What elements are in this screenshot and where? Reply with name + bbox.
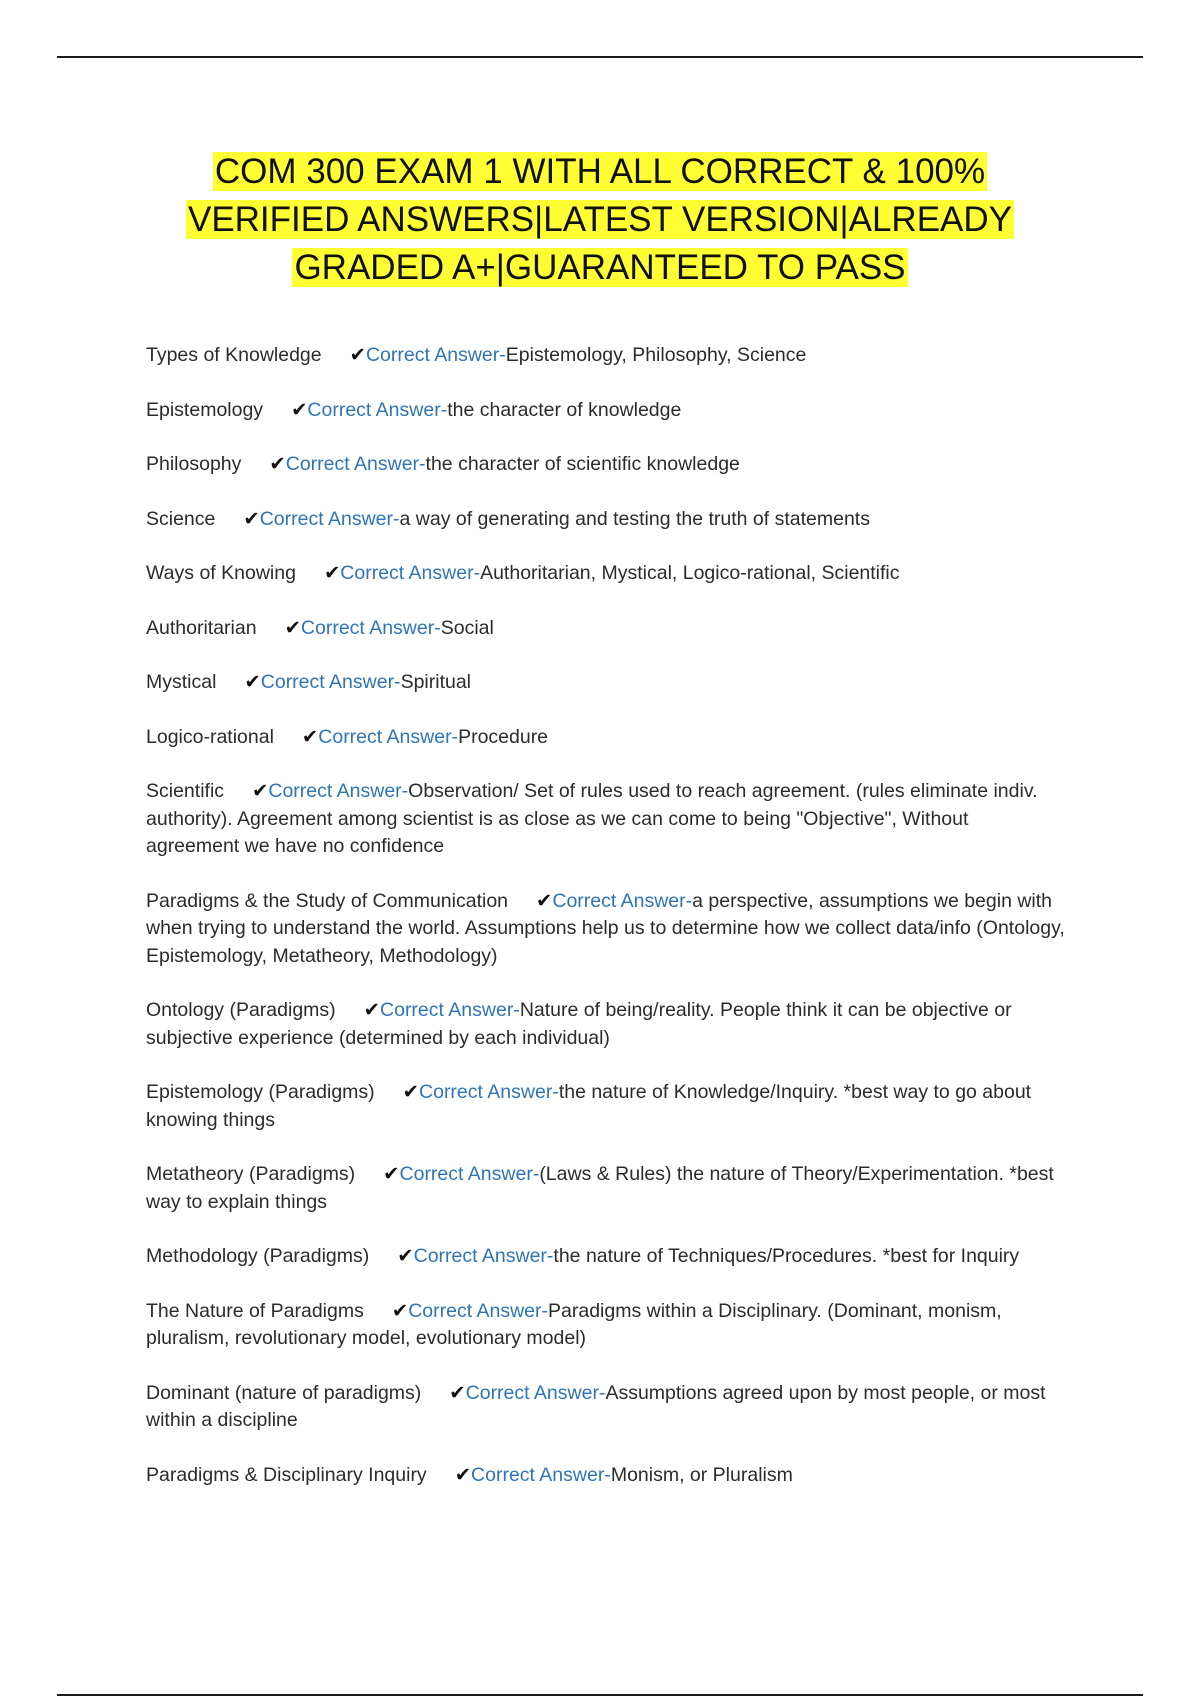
- correct-answer-label: Correct Answer-: [260, 671, 401, 693]
- qa-item: [146, 997, 1066, 1052]
- correct-answer-label: Correct Answer-: [318, 725, 459, 748]
- bottom-rule: [57, 1694, 1143, 1696]
- check-mark-icon: ✔: [363, 999, 381, 1021]
- question-term: Ontology (Paradigms): [146, 999, 336, 1021]
- question-term: Paradigms & Disciplinary Inquiry: [146, 1463, 427, 1486]
- answer-text: the nature of Techniques/Procedures. *best for Inquiry: [553, 1245, 1020, 1267]
- answer-text: the character of scientific knowledge: [425, 453, 740, 475]
- check-mark-icon: ✔: [243, 507, 260, 530]
- check-mark-icon: ✔: [252, 780, 269, 802]
- check-mark-icon: ✔: [391, 1299, 409, 1322]
- correct-answer-label: Correct Answer-: [465, 1381, 606, 1404]
- check-mark-icon: ✔: [397, 1245, 414, 1267]
- correct-answer-label: Correct Answer-: [413, 1245, 554, 1267]
- check-mark-icon: ✔: [536, 889, 553, 912]
- check-mark-icon: ✔: [349, 344, 366, 366]
- answer-text: Epistemology, Philosophy, Science: [505, 344, 807, 366]
- qa-item: [146, 778, 1066, 861]
- answer-text: Social: [440, 616, 494, 639]
- top-rule: [57, 56, 1143, 58]
- qa-item: [146, 1462, 1066, 1490]
- answer-text: Procedure: [458, 725, 549, 748]
- question-term: Methodology (Paradigms): [146, 1245, 370, 1267]
- title-line-2: VERIFIED ANSWERS|LATEST VERSION|ALREADY: [187, 200, 1013, 239]
- check-mark-icon: ✔: [449, 1381, 466, 1404]
- qa-list: [146, 342, 1066, 1516]
- answer-text: Assumptions agreed upon by most people, or most within a discipline: [146, 1381, 1046, 1431]
- answer-text: Paradigms within a Disciplinary. (Dominant, monism, pluralism, revolutionary model, evolutionary model): [146, 1299, 1002, 1349]
- qa-item: [146, 1161, 1066, 1216]
- answer-text: Spiritual: [400, 671, 472, 693]
- qa-item: [146, 669, 1066, 697]
- correct-answer-label: Correct Answer-: [307, 398, 448, 421]
- answer-text: a way of generating and testing the truth of statements: [399, 507, 870, 530]
- answer-text: Authoritarian, Mystical, Logico-rational, Scientific: [480, 562, 900, 584]
- title-line-3: GRADED A+|GUARANTEED TO PASS: [294, 248, 906, 287]
- qa-item: [146, 342, 1066, 370]
- answer-text: Monism, or Pluralism: [610, 1463, 793, 1486]
- question-term: Dominant (nature of paradigms): [146, 1381, 422, 1404]
- qa-item: [146, 888, 1066, 971]
- qa-item: [146, 724, 1066, 752]
- answer-text: a perspective, assumptions we begin with when trying to understand the world. Assumptions help us to determine how we collect data/info (Ontology, Epistemology, Metatheory, Methodology): [146, 889, 1065, 967]
- question-term: Scientific: [146, 780, 225, 802]
- correct-answer-label: Correct Answer-: [471, 1463, 611, 1486]
- check-mark-icon: ✔: [383, 1163, 400, 1185]
- document-title: [0, 148, 1200, 292]
- qa-item: [146, 1298, 1066, 1353]
- question-term: Metatheory (Paradigms): [146, 1163, 356, 1185]
- correct-answer-label: Correct Answer-: [300, 616, 441, 639]
- question-term: Philosophy: [146, 453, 242, 475]
- question-term: Authoritarian: [146, 616, 257, 639]
- correct-answer-label: Correct Answer-: [380, 999, 520, 1021]
- check-mark-icon: ✔: [301, 725, 319, 748]
- check-mark-icon: ✔: [402, 1081, 420, 1103]
- qa-item: [146, 615, 1066, 643]
- correct-answer-label: Correct Answer-: [259, 507, 400, 530]
- correct-answer-label: Correct Answer-: [340, 562, 481, 584]
- question-term: Paradigms & the Study of Communication: [146, 889, 509, 912]
- qa-item: [146, 1079, 1066, 1134]
- question-term: Epistemology: [146, 398, 264, 421]
- question-term: The Nature of Paradigms: [146, 1299, 364, 1322]
- question-term: Epistemology (Paradigms): [146, 1081, 375, 1103]
- correct-answer-label: Correct Answer-: [552, 889, 693, 912]
- correct-answer-label: Correct Answer-: [408, 1299, 548, 1322]
- question-term: Ways of Knowing: [146, 562, 296, 584]
- correct-answer-label: Correct Answer-: [268, 780, 409, 802]
- question-term: Mystical: [146, 671, 217, 693]
- qa-item: [146, 560, 1066, 588]
- correct-answer-label: Correct Answer-: [365, 344, 506, 366]
- check-mark-icon: ✔: [244, 671, 261, 693]
- answer-text: Nature of being/reality. People think it can be objective or subjective experience (determined by each individual): [146, 999, 1012, 1049]
- qa-item: [146, 451, 1066, 479]
- qa-item: [146, 1243, 1066, 1271]
- answer-text: the character of knowledge: [447, 398, 682, 421]
- title-line-1: COM 300 EXAM 1 WITH ALL CORRECT & 100%: [214, 152, 986, 191]
- qa-item: [146, 397, 1066, 425]
- question-term: Science: [146, 507, 216, 530]
- check-mark-icon: ✔: [291, 398, 308, 421]
- question-term: Logico-rational: [146, 725, 274, 748]
- answer-text: the nature of Knowledge/Inquiry. *best way to go about knowing things: [146, 1081, 1032, 1131]
- qa-item: [146, 506, 1066, 534]
- check-mark-icon: ✔: [269, 453, 286, 475]
- answer-text: (Laws & Rules) the nature of Theory/Experimentation. *best way to explain things: [146, 1163, 1054, 1213]
- question-term: Types of Knowledge: [146, 344, 322, 366]
- correct-answer-label: Correct Answer-: [419, 1081, 559, 1103]
- answer-text: Observation/ Set of rules used to reach agreement. (rules eliminate indiv. authority). Agreement among scientist is as close as we can come to being "Objective", Without agreement we have no confidence: [146, 780, 1038, 857]
- qa-item: [146, 1380, 1066, 1435]
- check-mark-icon: ✔: [454, 1463, 472, 1486]
- correct-answer-label: Correct Answer-: [285, 453, 426, 475]
- check-mark-icon: ✔: [323, 562, 341, 584]
- check-mark-icon: ✔: [284, 616, 301, 639]
- correct-answer-label: Correct Answer-: [399, 1163, 540, 1185]
